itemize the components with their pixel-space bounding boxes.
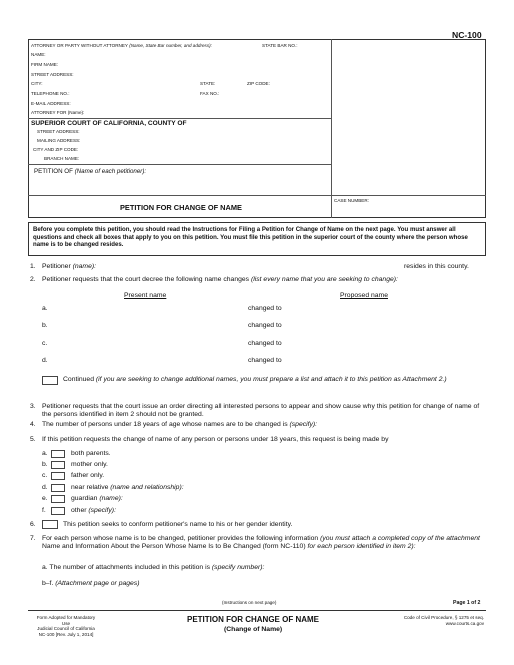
instructions-next-page: (Instructions on next page) xyxy=(222,600,277,605)
father-only-checkbox[interactable] xyxy=(51,472,65,480)
item7a-text: a. The number of attachments included in this petition is (specify number): xyxy=(42,564,265,571)
court-street-label: STREET ADDRESS: xyxy=(37,129,80,134)
row-d-changed: changed to xyxy=(248,357,282,364)
state-label: STATE: xyxy=(200,81,216,86)
petition-title: PETITION FOR CHANGE OF NAME xyxy=(120,203,242,212)
court-city-zip-label: CITY AND ZIP CODE: xyxy=(33,147,79,152)
petition-of-label: PETITION OF (Name of each petitioner): xyxy=(34,168,147,175)
item7-text: For each person whose name is to be changed, petitioner provides the following information (you must attach a completed copy of the attachment Name and Information About the Person Whose Name Is to Be Changed (form NC-110) for each person identified in item 2): xyxy=(42,535,480,551)
item3-number: 3. xyxy=(30,403,36,410)
form-id: NC-100 xyxy=(452,30,482,40)
item1-number: 1. xyxy=(30,263,36,270)
item1-text: Petitioner (name): xyxy=(42,263,97,270)
state-bar-label: STATE BAR NO.: xyxy=(262,43,298,48)
title-divider xyxy=(28,195,486,196)
item5b-text: mother only. xyxy=(71,461,108,468)
both-parents-checkbox[interactable] xyxy=(51,450,65,458)
item2-number: 2. xyxy=(30,276,36,283)
item5-number: 5. xyxy=(30,436,36,443)
item5c-letter: c. xyxy=(42,472,48,479)
item5a-letter: a. xyxy=(42,450,48,457)
item5f-text: other (specify): xyxy=(71,507,116,514)
row-a-changed: changed to xyxy=(248,305,282,312)
fax-label: FAX NO.: xyxy=(200,91,220,96)
item4-text: The number of persons under 18 years of age whose names are to be changed is (specify): xyxy=(42,421,318,428)
item5-text: If this petition requests the change of name of any person or persons under 18 years, this request is being made by xyxy=(42,436,389,443)
caption-divider xyxy=(331,39,332,218)
court-branch-label: BRANCH NAME: xyxy=(44,156,80,161)
other-checkbox[interactable] xyxy=(51,507,65,515)
email-label: E-MAIL ADDRESS: xyxy=(31,101,71,106)
gender-identity-checkbox[interactable] xyxy=(42,520,58,529)
item7-number: 7. xyxy=(30,535,36,542)
item5e-letter: e. xyxy=(42,495,48,502)
row-d-letter: d. xyxy=(42,357,48,364)
item2-text: Petitioner requests that the court decree the following name changes (list every name that you are seeking to change): xyxy=(42,276,398,283)
item5a-text: both parents. xyxy=(71,450,111,457)
item5d-text: near relative (name and relationship): xyxy=(71,484,184,491)
item7bf-text: b–f. (Attachment page or pages) xyxy=(42,580,140,587)
row-c-changed: changed to xyxy=(248,340,282,347)
item6-number: 6. xyxy=(30,521,36,528)
street-address-label: STREET ADDRESS: xyxy=(31,72,74,77)
mother-only-checkbox[interactable] xyxy=(51,461,65,469)
item3-text: Petitioner requests that the court issue an order directing all interested persons to appear and show cause why this petition for change of name of the persons identified in item 2 should not be granted. xyxy=(42,403,480,419)
footer-rule xyxy=(28,610,486,611)
present-name-header: Present name xyxy=(124,292,167,299)
item4-number: 4. xyxy=(30,421,36,428)
row-b-changed: changed to xyxy=(248,322,282,329)
court-mailing-label: MAILING ADDRESS: xyxy=(37,138,81,143)
footer-subtitle: (Change of Name) xyxy=(224,626,283,633)
instructions-box: Before you complete this petition, you should read the Instructions for Filing a Petition for Change of Name on the next page. You must answer all questions and check all boxes that apply to you on this petition. You must file this petition in the superior court of the county where the person whose name is to be changed resides. xyxy=(28,222,486,256)
continued-text: Continued (if you are seeking to change additional names, you must prepare a list and attach it to this petition as Attachment 2.) xyxy=(63,376,447,383)
attorney-for-label: ATTORNEY FOR (Name): xyxy=(31,110,85,115)
firm-name-label: FIRM NAME: xyxy=(31,62,59,67)
row-c-letter: c. xyxy=(42,340,48,347)
footer-code: Code of Civil Procedure, § 1275 et seq. www.courts.ca.gov xyxy=(403,615,484,626)
item5b-letter: b. xyxy=(42,461,48,468)
row-b-letter: b. xyxy=(42,322,48,329)
attorney-divider xyxy=(28,118,331,119)
item5c-text: father only. xyxy=(71,472,105,479)
telephone-label: TELEPHONE NO.: xyxy=(31,91,70,96)
footer-adopted: Form Adopted for Mandatory Use Judicial Council of California NC-100 [Rev. July 1, 2014] xyxy=(36,615,96,637)
continued-checkbox[interactable] xyxy=(42,376,58,385)
caption-box xyxy=(28,39,486,218)
court-divider xyxy=(28,164,331,165)
row-a-letter: a. xyxy=(42,305,48,312)
case-number-label: CASE NUMBER: xyxy=(334,198,369,203)
attorney-label: ATTORNEY OR PARTY WITHOUT ATTORNEY (Name, State Bar number, and address): xyxy=(31,43,212,48)
item6-text: This petition seeks to conform petitioner's name to his or her gender identity. xyxy=(63,521,293,528)
page-number: Page 1 of 2 xyxy=(453,600,481,606)
guardian-checkbox[interactable] xyxy=(51,495,65,503)
court-title: SUPERIOR COURT OF CALIFORNIA, COUNTY OF xyxy=(31,120,187,127)
item5d-letter: d. xyxy=(42,484,48,491)
name-label: NAME: xyxy=(31,52,46,57)
near-relative-checkbox[interactable] xyxy=(51,484,65,492)
item5f-letter: f. xyxy=(42,507,46,514)
item1-county-text: resides in this county. xyxy=(404,263,469,270)
item5e-text: guardian (name): xyxy=(71,495,123,502)
proposed-name-header: Proposed name xyxy=(340,292,388,299)
zip-label: ZIP CODE: xyxy=(247,81,270,86)
footer-title: PETITION FOR CHANGE OF NAME xyxy=(187,615,319,624)
city-label: CITY: xyxy=(31,81,43,86)
